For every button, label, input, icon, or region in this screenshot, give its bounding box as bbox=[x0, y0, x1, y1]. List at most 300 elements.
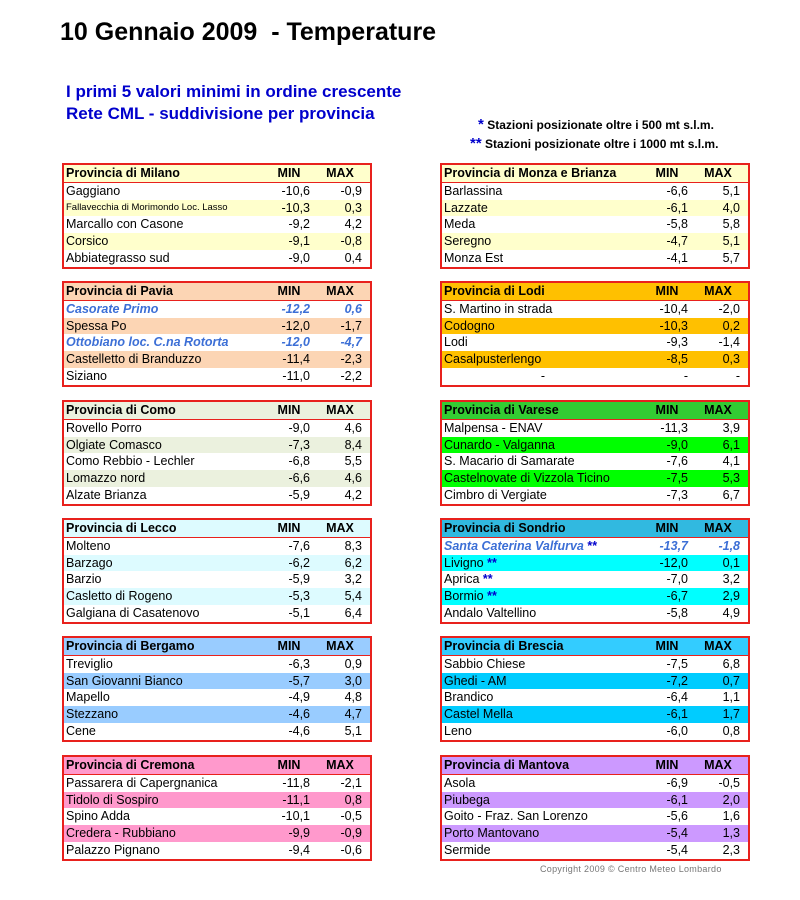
max-value: 5,4 bbox=[344, 589, 362, 604]
table-row bbox=[64, 368, 370, 385]
station-name bbox=[64, 487, 264, 504]
station-name-text: S. Martino in strada bbox=[444, 301, 553, 316]
max-value: 1,3 bbox=[722, 826, 740, 841]
table-row bbox=[442, 825, 748, 842]
province-table-bergamo bbox=[62, 636, 372, 742]
table-row bbox=[442, 656, 748, 673]
province-name: Provincia di Mantova bbox=[444, 758, 570, 772]
table-row bbox=[442, 605, 748, 622]
station-name-text: Ottobiano loc. C.na Rotorta bbox=[66, 335, 229, 350]
station-name bbox=[64, 250, 264, 267]
station-name-text: Galgiana di Casatenovo bbox=[66, 605, 200, 620]
station-name-text: Bormio bbox=[444, 589, 484, 604]
copyright-notice: Copyright 2009 © Centro Meteo Lombardo bbox=[540, 864, 722, 874]
station-name bbox=[64, 775, 264, 792]
province-name: Provincia di Monza e Brianza bbox=[444, 166, 617, 180]
station-name-text: Brandico bbox=[444, 690, 494, 705]
max-value: -0,5 bbox=[340, 809, 362, 824]
min-value: -5,9 bbox=[288, 487, 310, 502]
station-name-text: Seregno bbox=[444, 234, 492, 249]
min-column-header: MIN bbox=[277, 758, 301, 772]
table-row bbox=[442, 250, 748, 267]
station-name bbox=[64, 571, 264, 588]
table-header bbox=[442, 283, 748, 301]
station-name-text: Marcallo con Casone bbox=[66, 217, 184, 232]
table-row bbox=[64, 250, 370, 267]
province-name: Provincia di Lecco bbox=[66, 521, 177, 535]
station-name bbox=[442, 588, 642, 605]
min-value: -11,0 bbox=[282, 368, 310, 383]
table-row bbox=[64, 571, 370, 588]
min-value: -11,1 bbox=[282, 792, 310, 807]
table-row bbox=[442, 487, 748, 504]
min-column-header: MIN bbox=[277, 639, 301, 653]
station-name bbox=[64, 437, 264, 454]
max-column-header: MAX bbox=[704, 758, 732, 772]
table-row bbox=[442, 470, 748, 487]
station-name bbox=[442, 792, 642, 809]
table-row bbox=[64, 723, 370, 740]
table-row bbox=[64, 706, 370, 723]
province-name: Provincia di Lodi bbox=[444, 284, 545, 298]
max-value: 3,2 bbox=[344, 572, 362, 587]
max-value: 4,9 bbox=[722, 605, 740, 620]
legend-500m bbox=[478, 116, 714, 133]
station-name-text: Lazzate bbox=[444, 200, 488, 215]
max-value: -4,7 bbox=[340, 335, 362, 350]
max-value: 5,5 bbox=[344, 454, 362, 469]
station-name-text: Asola bbox=[444, 775, 476, 790]
province-table-como bbox=[62, 400, 372, 506]
station-name bbox=[64, 723, 264, 740]
table-row bbox=[442, 351, 748, 368]
min-value: -4,6 bbox=[288, 723, 310, 738]
table-row bbox=[442, 420, 748, 437]
table-row bbox=[442, 588, 748, 605]
min-value: -12,0 bbox=[659, 555, 688, 570]
max-value: 1,1 bbox=[722, 690, 740, 705]
table-header bbox=[442, 165, 748, 183]
station-name-text: Stezzano bbox=[66, 707, 119, 722]
min-value: -11,8 bbox=[282, 775, 310, 790]
min-value: - bbox=[683, 368, 688, 383]
table-row bbox=[442, 538, 748, 555]
station-name bbox=[64, 183, 264, 200]
station-name-text: San Giovanni Bianco bbox=[66, 673, 183, 688]
province-table-cremona bbox=[62, 755, 372, 861]
table-row bbox=[442, 808, 748, 825]
table-row bbox=[442, 183, 748, 200]
station-name bbox=[442, 571, 642, 588]
station-name bbox=[442, 775, 642, 792]
table-row bbox=[64, 233, 370, 250]
province-table-varese bbox=[440, 400, 750, 506]
station-name-text: Cunardo - Valganna bbox=[444, 437, 555, 452]
table-row bbox=[64, 689, 370, 706]
station-name bbox=[64, 233, 264, 250]
table-header bbox=[442, 520, 748, 538]
table-row bbox=[442, 437, 748, 454]
min-value: -6,8 bbox=[288, 454, 310, 469]
max-value: 3,9 bbox=[722, 420, 740, 435]
station-name-text: Sabbio Chiese bbox=[444, 656, 526, 671]
max-value: -1,7 bbox=[340, 318, 362, 333]
max-value: -0,6 bbox=[340, 842, 362, 857]
legend-1000m bbox=[470, 135, 718, 152]
table-row bbox=[64, 808, 370, 825]
station-name bbox=[442, 233, 642, 250]
min-value: -9,3 bbox=[666, 335, 688, 350]
station-name-text: Santa Caterina Valfurva bbox=[444, 538, 584, 553]
min-column-header: MIN bbox=[655, 166, 679, 180]
station-name-text: Molteno bbox=[66, 538, 111, 553]
table-row bbox=[64, 318, 370, 335]
min-value: -7,6 bbox=[288, 538, 310, 553]
station-name bbox=[64, 673, 264, 690]
station-name bbox=[64, 842, 264, 859]
min-value: -7,3 bbox=[666, 487, 688, 502]
table-row bbox=[64, 673, 370, 690]
station-name bbox=[442, 842, 642, 859]
table-row bbox=[64, 842, 370, 859]
station-name-text: Lomazzo nord bbox=[66, 471, 146, 486]
table-row bbox=[64, 437, 370, 454]
station-name bbox=[442, 453, 642, 470]
min-value: -5,1 bbox=[288, 605, 310, 620]
max-value: 6,1 bbox=[722, 437, 740, 452]
table-row bbox=[442, 689, 748, 706]
province-table-sondrio bbox=[440, 518, 750, 624]
min-value: -7,5 bbox=[666, 471, 688, 486]
max-value: 0,6 bbox=[344, 301, 362, 316]
max-column-header: MAX bbox=[326, 166, 354, 180]
min-value: -6,1 bbox=[666, 200, 688, 215]
max-column-header: MAX bbox=[704, 166, 732, 180]
station-name bbox=[442, 250, 642, 267]
station-name-text: Castel Mella bbox=[444, 707, 513, 722]
max-value: -0,5 bbox=[718, 775, 740, 790]
station-name-text: Malpensa - ENAV bbox=[444, 420, 543, 435]
station-name-text: Casorate Primo bbox=[66, 301, 159, 316]
station-name bbox=[442, 318, 642, 335]
max-value: 4,2 bbox=[344, 487, 362, 502]
table-row bbox=[442, 842, 748, 859]
station-name-text: Alzate Brianza bbox=[66, 487, 147, 502]
province-name: Provincia di Cremona bbox=[66, 758, 195, 772]
table-header bbox=[64, 757, 370, 775]
max-value: 6,7 bbox=[722, 487, 740, 502]
max-value: 5,8 bbox=[722, 217, 740, 232]
min-value: -4,7 bbox=[666, 234, 688, 249]
station-name-text: Siziano bbox=[66, 368, 107, 383]
station-name bbox=[442, 216, 642, 233]
min-value: -9,0 bbox=[288, 250, 310, 265]
min-value: -6,1 bbox=[666, 707, 688, 722]
table-row bbox=[64, 825, 370, 842]
station-name-text: Aprica bbox=[444, 572, 480, 587]
station-name bbox=[64, 706, 264, 723]
station-name bbox=[64, 808, 264, 825]
max-value: 3,0 bbox=[344, 673, 362, 688]
station-name bbox=[442, 420, 642, 437]
max-value: 4,1 bbox=[722, 454, 740, 469]
max-value: -0,8 bbox=[340, 234, 362, 249]
station-name-text: Meda bbox=[444, 217, 476, 232]
table-row bbox=[64, 301, 370, 318]
station-name bbox=[64, 555, 264, 572]
table-row bbox=[64, 792, 370, 809]
station-name-text: Goito - Fraz. San Lorenzo bbox=[444, 809, 588, 824]
max-column-header: MAX bbox=[326, 758, 354, 772]
station-name bbox=[64, 216, 264, 233]
station-name bbox=[64, 605, 264, 622]
min-value: -11,4 bbox=[282, 352, 310, 367]
province-name: Provincia di Bergamo bbox=[66, 639, 195, 653]
min-value: -7,6 bbox=[666, 454, 688, 469]
table-row bbox=[64, 487, 370, 504]
max-value: 4,2 bbox=[344, 217, 362, 232]
max-value: 4,8 bbox=[344, 690, 362, 705]
station-name bbox=[442, 656, 642, 673]
min-value: -5,8 bbox=[666, 605, 688, 620]
table-row bbox=[442, 555, 748, 572]
station-name-text: S. Macario di Samarate bbox=[444, 454, 575, 469]
table-row bbox=[442, 706, 748, 723]
table-row bbox=[64, 555, 370, 572]
subtitle-line-1: I primi 5 valori minimi in ordine crescente bbox=[66, 82, 402, 101]
max-value: 0,1 bbox=[722, 555, 740, 570]
station-name bbox=[64, 792, 264, 809]
province-table-lecco bbox=[62, 518, 372, 624]
station-name-text: Livigno bbox=[444, 555, 484, 570]
station-name-text: Andalo Valtellino bbox=[444, 605, 537, 620]
min-value: -5,7 bbox=[288, 673, 310, 688]
min-value: -6,6 bbox=[666, 183, 688, 198]
station-name-text: Codogno bbox=[444, 318, 495, 333]
station-name-text: Corsico bbox=[66, 234, 109, 249]
station-name-text: Cimbro di Vergiate bbox=[444, 487, 547, 502]
table-row bbox=[442, 792, 748, 809]
station-name bbox=[442, 470, 642, 487]
min-value: -4,1 bbox=[666, 250, 688, 265]
min-column-header: MIN bbox=[655, 403, 679, 417]
legend-star-single: * bbox=[478, 116, 484, 133]
max-value: 1,7 bbox=[722, 707, 740, 722]
station-name bbox=[64, 334, 264, 351]
station-name-text: Leno bbox=[444, 723, 472, 738]
min-value: -5,9 bbox=[288, 572, 310, 587]
province-name: Provincia di Como bbox=[66, 403, 176, 417]
max-value: -2,1 bbox=[340, 775, 362, 790]
max-value: -2,0 bbox=[718, 301, 740, 316]
table-row bbox=[64, 200, 370, 217]
table-header bbox=[64, 402, 370, 420]
min-column-header: MIN bbox=[655, 284, 679, 298]
station-name-text: Palazzo Pignano bbox=[66, 842, 160, 857]
station-name-text: Porto Mantovano bbox=[444, 826, 540, 841]
station-name-text: Como Rebbio - Lechler bbox=[66, 454, 195, 469]
station-name-text: Barzago bbox=[66, 555, 113, 570]
station-name bbox=[442, 368, 642, 385]
table-row bbox=[442, 200, 748, 217]
station-name bbox=[64, 588, 264, 605]
max-column-header: MAX bbox=[704, 639, 732, 653]
max-value: 5,3 bbox=[722, 471, 740, 486]
min-value: -10,3 bbox=[281, 200, 310, 215]
station-name bbox=[64, 351, 264, 368]
max-value: 1,6 bbox=[722, 809, 740, 824]
max-value: 0,2 bbox=[722, 318, 740, 333]
province-name: Provincia di Brescia bbox=[444, 639, 564, 653]
max-value: 6,2 bbox=[344, 555, 362, 570]
station-name bbox=[442, 538, 642, 555]
min-value: -6,7 bbox=[666, 589, 688, 604]
max-value: 0,7 bbox=[722, 673, 740, 688]
station-name bbox=[64, 825, 264, 842]
min-value: -9,9 bbox=[288, 826, 310, 841]
min-value: -5,8 bbox=[666, 217, 688, 232]
table-header bbox=[64, 283, 370, 301]
station-name bbox=[64, 301, 264, 318]
table-row bbox=[64, 538, 370, 555]
station-name bbox=[442, 301, 642, 318]
min-value: -7,5 bbox=[666, 656, 688, 671]
station-name bbox=[64, 470, 264, 487]
min-value: -6,1 bbox=[666, 792, 688, 807]
station-name bbox=[64, 656, 264, 673]
max-value: 6,4 bbox=[344, 605, 362, 620]
station-name-text: Olgiate Comasco bbox=[66, 437, 162, 452]
province-name: Provincia di Varese bbox=[444, 403, 559, 417]
station-name-text: Treviglio bbox=[66, 656, 113, 671]
station-name bbox=[64, 420, 264, 437]
min-column-header: MIN bbox=[655, 758, 679, 772]
altitude-stars: ** bbox=[587, 538, 598, 553]
province-table-lodi bbox=[440, 281, 750, 387]
min-value: -4,6 bbox=[288, 707, 310, 722]
station-name bbox=[64, 368, 264, 385]
station-name bbox=[442, 605, 642, 622]
min-value: -6,3 bbox=[288, 656, 310, 671]
station-name bbox=[442, 555, 642, 572]
max-value: -0,9 bbox=[340, 826, 362, 841]
station-name-text: Piubega bbox=[444, 792, 490, 807]
station-name-text: Mapello bbox=[66, 690, 110, 705]
province-table-mantova bbox=[440, 755, 750, 861]
page-title: 10 Gennaio 2009 - Temperature bbox=[60, 18, 437, 46]
max-value: 6,8 bbox=[722, 656, 740, 671]
max-value: 3,2 bbox=[722, 572, 740, 587]
station-name bbox=[442, 689, 642, 706]
min-value: -12,0 bbox=[281, 335, 310, 350]
station-name bbox=[442, 706, 642, 723]
max-value: 5,1 bbox=[722, 183, 740, 198]
table-header bbox=[64, 638, 370, 656]
min-value: -10,1 bbox=[281, 809, 310, 824]
min-value: -5,3 bbox=[288, 589, 310, 604]
table-row bbox=[442, 334, 748, 351]
station-name-text: Gaggiano bbox=[66, 183, 121, 198]
max-value: 4,7 bbox=[344, 707, 362, 722]
max-value: 2,9 bbox=[722, 589, 740, 604]
station-name-text: Abbiategrasso sud bbox=[66, 250, 170, 265]
max-value: 4,6 bbox=[344, 471, 362, 486]
legend-text: Stazioni posizionate oltre i 1000 mt s.l.m. bbox=[485, 137, 719, 151]
altitude-stars: ** bbox=[482, 572, 493, 587]
max-value: -1,4 bbox=[718, 335, 740, 350]
legend-star-double: ** bbox=[470, 135, 482, 152]
max-column-header: MAX bbox=[704, 521, 732, 535]
province-name: Provincia di Milano bbox=[66, 166, 180, 180]
table-row bbox=[442, 368, 748, 385]
station-name bbox=[442, 437, 642, 454]
table-row bbox=[442, 301, 748, 318]
min-value: -4,9 bbox=[288, 690, 310, 705]
table-row bbox=[64, 216, 370, 233]
province-table-pavia bbox=[62, 281, 372, 387]
station-name bbox=[442, 334, 642, 351]
max-value: - bbox=[735, 368, 740, 383]
station-name bbox=[442, 723, 642, 740]
min-value: -6,6 bbox=[288, 471, 310, 486]
station-name bbox=[442, 200, 642, 217]
min-value: -11,3 bbox=[660, 420, 688, 435]
altitude-stars: ** bbox=[487, 555, 497, 570]
min-value: -7,3 bbox=[288, 437, 310, 452]
station-name-text: Spino Adda bbox=[66, 809, 130, 824]
max-value: -2,3 bbox=[340, 352, 362, 367]
min-value: -6,9 bbox=[666, 775, 688, 790]
altitude-stars: ** bbox=[487, 589, 497, 604]
station-name-text: Credera - Rubbiano bbox=[66, 826, 176, 841]
min-value: -9,4 bbox=[288, 842, 310, 857]
min-value: -5,4 bbox=[666, 842, 688, 857]
table-row bbox=[442, 318, 748, 335]
province-name: Provincia di Sondrio bbox=[444, 521, 566, 535]
station-name bbox=[442, 825, 642, 842]
max-column-header: MAX bbox=[704, 403, 732, 417]
min-value: -7,2 bbox=[666, 673, 688, 688]
max-value: -1,8 bbox=[718, 538, 740, 553]
station-name bbox=[64, 318, 264, 335]
table-row bbox=[442, 775, 748, 792]
max-column-header: MAX bbox=[326, 521, 354, 535]
station-name-text: Rovello Porro bbox=[66, 420, 142, 435]
max-value: 8,3 bbox=[344, 538, 362, 553]
min-value: -10,4 bbox=[659, 301, 688, 316]
min-value: -13,7 bbox=[659, 538, 688, 553]
table-row bbox=[64, 656, 370, 673]
min-value: -8,5 bbox=[666, 352, 688, 367]
table-header bbox=[442, 638, 748, 656]
station-name-text: Spessa Po bbox=[66, 318, 127, 333]
subtitle-line-2: Rete CML - suddivisione per provincia bbox=[66, 104, 375, 123]
table-header bbox=[442, 402, 748, 420]
table-row bbox=[442, 723, 748, 740]
station-name-text: Cene bbox=[66, 723, 96, 738]
max-column-header: MAX bbox=[704, 284, 732, 298]
table-header bbox=[64, 165, 370, 183]
station-name bbox=[64, 538, 264, 555]
table-row bbox=[64, 420, 370, 437]
station-name bbox=[64, 453, 264, 470]
min-value: -5,6 bbox=[666, 809, 688, 824]
max-value: 0,4 bbox=[344, 250, 362, 265]
station-name bbox=[442, 673, 642, 690]
station-name bbox=[442, 183, 642, 200]
station-name bbox=[442, 487, 642, 504]
min-value: -6,2 bbox=[288, 555, 310, 570]
